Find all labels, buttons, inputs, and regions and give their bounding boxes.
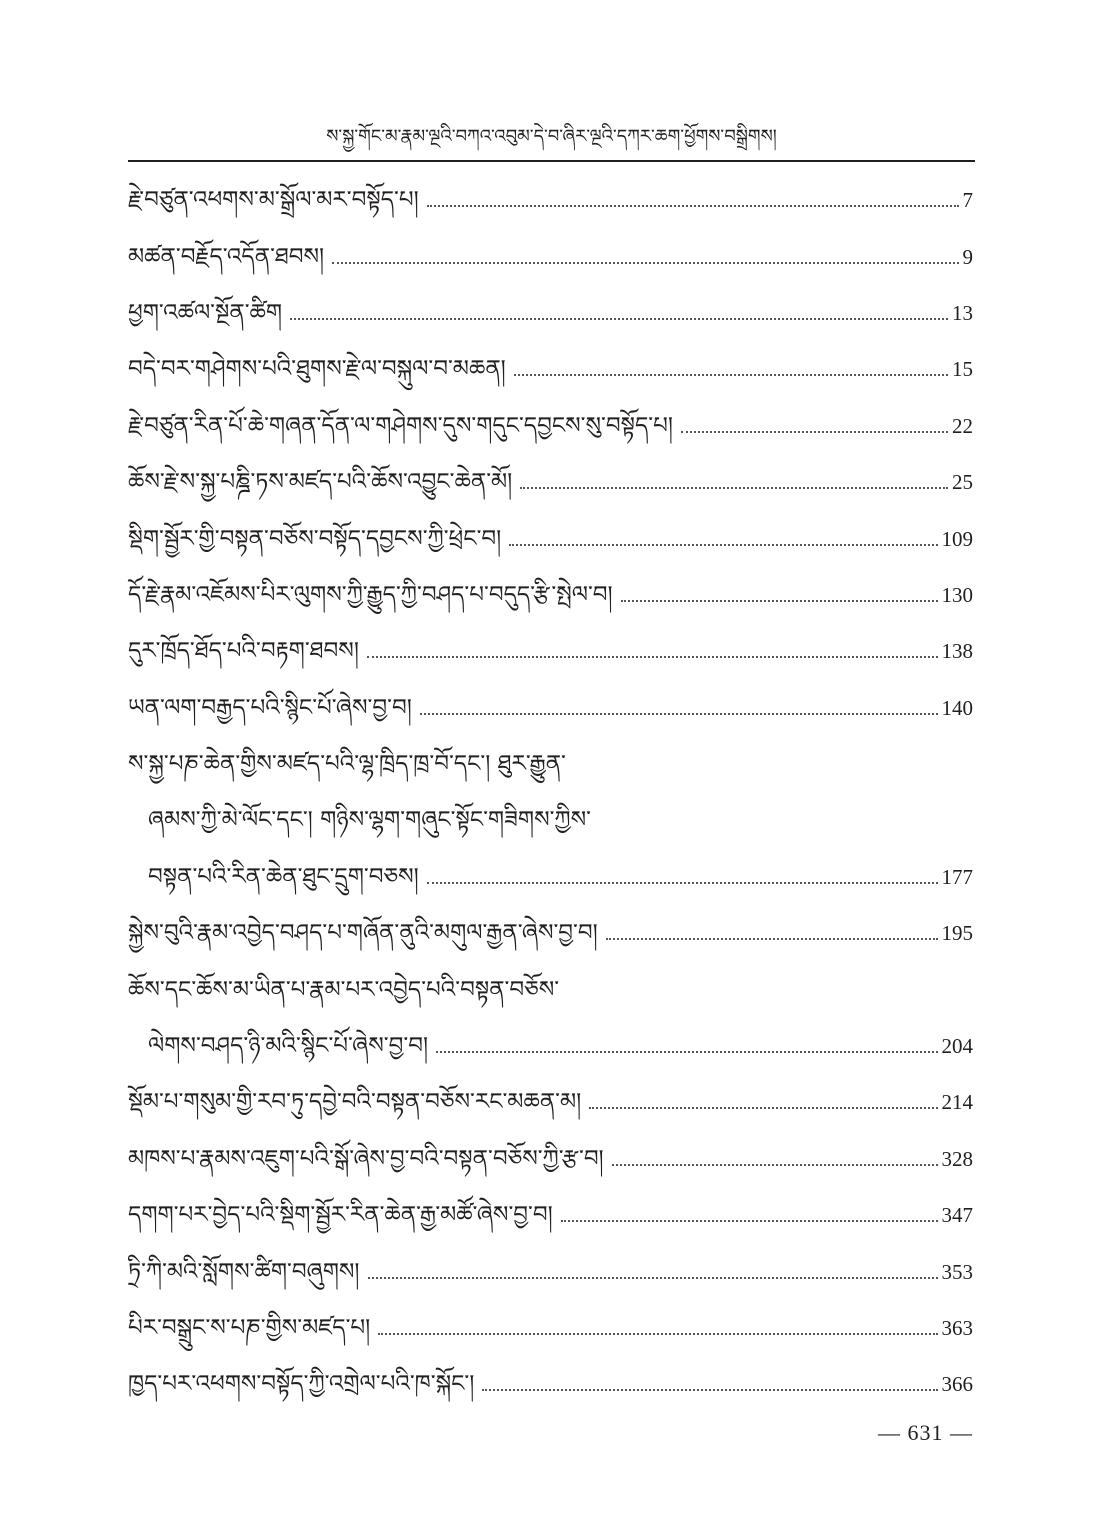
toc-entry[interactable] [128, 905, 973, 961]
toc-entry-title: རྗེ་བཙུན་འཕགས་མ་སྒྲོལ་མར་བསྟོད་པ། [128, 187, 419, 214]
toc-entry-title: རྗེ་བཙུན་རིན་པོ་ཆེ་གཞན་དོན་ལ་གཤེགས་དུས་གདུང་དབྱངས་སུ་བསྟོད་པ། [128, 412, 673, 439]
dot-leader [509, 544, 937, 546]
dot-leader [681, 431, 948, 433]
toc-entry[interactable] [128, 398, 973, 454]
toc-entry-page: 366 [941, 1372, 973, 1397]
toc-entry[interactable] [128, 228, 973, 284]
running-header: ས་སྐྱ་གོང་མ་རྣམ་ལྔའི་བཀའ་འབུམ་དེ་བ་ཞིར་ལྔའི་དཀར་ཆག་ཕྱོགས་བསྒྲིགས། [326, 126, 777, 147]
toc-entry-title: སྡིག་སྦྱོར་གྱི་བསྟན་བཅོས་བསྟོད་དབྱངས་ཀྱི་ཕྲེང་བ། [128, 525, 502, 552]
toc-entry[interactable] [128, 680, 973, 736]
dot-leader [290, 318, 948, 320]
toc-entry-title: བསྟན་པའི་རིན་ཆེན་ཐུང་དྲུག་བཅས། [148, 863, 419, 890]
dot-leader [427, 882, 938, 884]
toc-entry-page: 353 [941, 1259, 973, 1284]
toc-entry[interactable] [128, 1074, 973, 1130]
toc-entry-page: 138 [941, 639, 973, 664]
dot-leader [367, 656, 938, 658]
toc-entry-title: ལེགས་བཤད་ཉི་མའི་སྙིང་པོ་ཞེས་བྱ་བ། [148, 1033, 429, 1060]
toc-entry[interactable] [128, 285, 973, 341]
toc-entry-title: ཏྲི་ཀི་མའི་སློགས་ཚིག་བཞུགས། [128, 1258, 360, 1285]
dot-leader [427, 205, 959, 207]
header-rule [128, 160, 975, 162]
toc-entry-title: མཚན་བརྗོད་འདོན་ཐབས། [128, 243, 325, 270]
toc-entry-line[interactable] [128, 961, 973, 1017]
toc-entry-title: དོ་རྗེ་རྣམ་འཇོམས་པིར་ལུགས་ཀྱི་རྒྱུད་ཀྱི་བཤད་པ་བདུད་རྩི་སྤེལ་བ། [128, 581, 613, 608]
toc-entry-title-line: ཆོས་དང་ཆོས་མ་ཡིན་པ་རྣམ་པར་འབྱེད་པའི་བསྟན་བཅོས་ [128, 976, 560, 1003]
toc-entry-title: སྐྱེས་བུའི་རྣམ་འབྱེད་བཤད་པ་གཞོན་ནུའི་མགུལ་རྒྱན་ཞེས་བྱ་བ། [128, 920, 598, 947]
dot-leader [612, 1164, 938, 1166]
toc-entry[interactable] [128, 1018, 973, 1074]
toc-entry-title: ཕྱག་འཚལ་སྔོན་ཚིག [128, 299, 283, 326]
toc-entry-line[interactable] [128, 792, 973, 848]
toc-entry-page: 363 [941, 1316, 973, 1340]
dot-leader [520, 487, 948, 489]
toc-entry-page: 25 [952, 470, 973, 495]
toc-entry-page: 195 [941, 921, 973, 946]
toc-entry[interactable] [128, 1131, 973, 1187]
toc-entry-title-line: ཞམས་ཀྱི་མེ་ལོང་དང་། གཉིས་ལྷག་གཞུང་སྟོང་གཟིགས་ཀྱིས་ [148, 807, 591, 834]
toc-entry[interactable] [128, 623, 973, 679]
toc-entry-page: 347 [941, 1203, 973, 1228]
toc-entry[interactable] [128, 341, 973, 397]
dot-leader [514, 374, 948, 376]
toc-entry-page: 177 [941, 864, 973, 889]
toc-entry-page: 9 [962, 244, 973, 269]
toc-entry-title: མཁས་པ་རྣམས་འཇུག་པའི་སྒོ་ཞེས་བྱ་བའི་བསྟན་བཅོས་ཀྱི་རྩ་བ། [128, 1145, 604, 1172]
toc-entry[interactable] [128, 1187, 973, 1243]
toc-entry[interactable] [128, 510, 973, 566]
toc-entry[interactable] [128, 172, 973, 228]
toc-entry-title: དགག་པར་བྱེད་པའི་སྡིག་སྦྱོར་རིན་ཆེན་རྒྱ་མཚོ་ཞེས་བྱ་བ། [128, 1202, 553, 1229]
table-of-contents [128, 172, 973, 1413]
toc-entry-title: སྡོམ་པ་གསུམ་གྱི་རབ་ཏུ་དབྱེ་བའི་བསྟན་བཅོས་རང་མཆན་མ། [128, 1089, 582, 1116]
toc-entry[interactable] [128, 567, 973, 623]
toc-entry-title: དུར་ཁྲོད་ཐོད་པའི་བརྟག་ཐབས། [128, 638, 359, 665]
toc-entry-page: 15 [952, 357, 973, 382]
toc-entry-title: པིར་བསྒྲུང་ས་པཎ་གྱིས་མཛད་པ། [128, 1315, 371, 1341]
toc-entry-page: 109 [941, 526, 973, 551]
dot-leader [589, 1107, 937, 1109]
toc-entry[interactable] [128, 1356, 973, 1412]
dot-leader [561, 1220, 938, 1222]
dot-leader [420, 713, 938, 715]
dot-leader [332, 262, 958, 264]
toc-entry-page: 130 [941, 582, 973, 607]
toc-entry-page: 328 [941, 1146, 973, 1171]
toc-entry-page: 7 [962, 188, 973, 213]
toc-entry-title: ཡན་ལག་བརྒྱད་པའི་སྙིང་པོ་ཞེས་བྱ་བ། [128, 694, 412, 721]
toc-entry[interactable] [128, 849, 973, 905]
toc-entry-title-line: ས་སྐྱ་པཎ་ཆེན་གྱིས་མཛད་པའི་ལྷ་ཁྲིད་ཁྲ་བོ་དང་། ཐུར་རྒྱུན་ [128, 751, 566, 778]
dot-leader [606, 938, 938, 940]
dot-leader [368, 1277, 938, 1279]
dot-leader [378, 1333, 937, 1335]
dot-leader [436, 1051, 937, 1053]
toc-entry[interactable] [128, 1243, 973, 1299]
toc-entry[interactable] [128, 1300, 973, 1356]
toc-entry-page: 140 [941, 695, 973, 720]
toc-entry-title: ཆོས་རྗེ་ས་སྐྱ་པཎྜི་ཏས་མཛད་པའི་ཆོས་འབྱུང་ཆེན་མོ། [128, 469, 513, 496]
dot-leader [482, 1389, 937, 1391]
toc-entry-title: བདེ་བར་གཤེགས་པའི་ཐུགས་རྗེ་ལ་བསྐུལ་བ་མཆན། [128, 356, 506, 383]
toc-entry-page: 22 [952, 413, 973, 438]
toc-entry-page: 214 [941, 1090, 973, 1115]
toc-entry[interactable] [128, 454, 973, 510]
page-number: — 631 — [878, 1420, 973, 1445]
toc-entry-line[interactable] [128, 736, 973, 792]
toc-entry-title: ཁྱད་པར་འཕགས་བསྟོད་ཀྱི་འགྲེལ་པའི་ཁ་སྐོང་། [128, 1371, 475, 1398]
dot-leader [621, 600, 938, 602]
toc-entry-page: 13 [952, 300, 973, 325]
toc-entry-page: 204 [941, 1034, 973, 1059]
